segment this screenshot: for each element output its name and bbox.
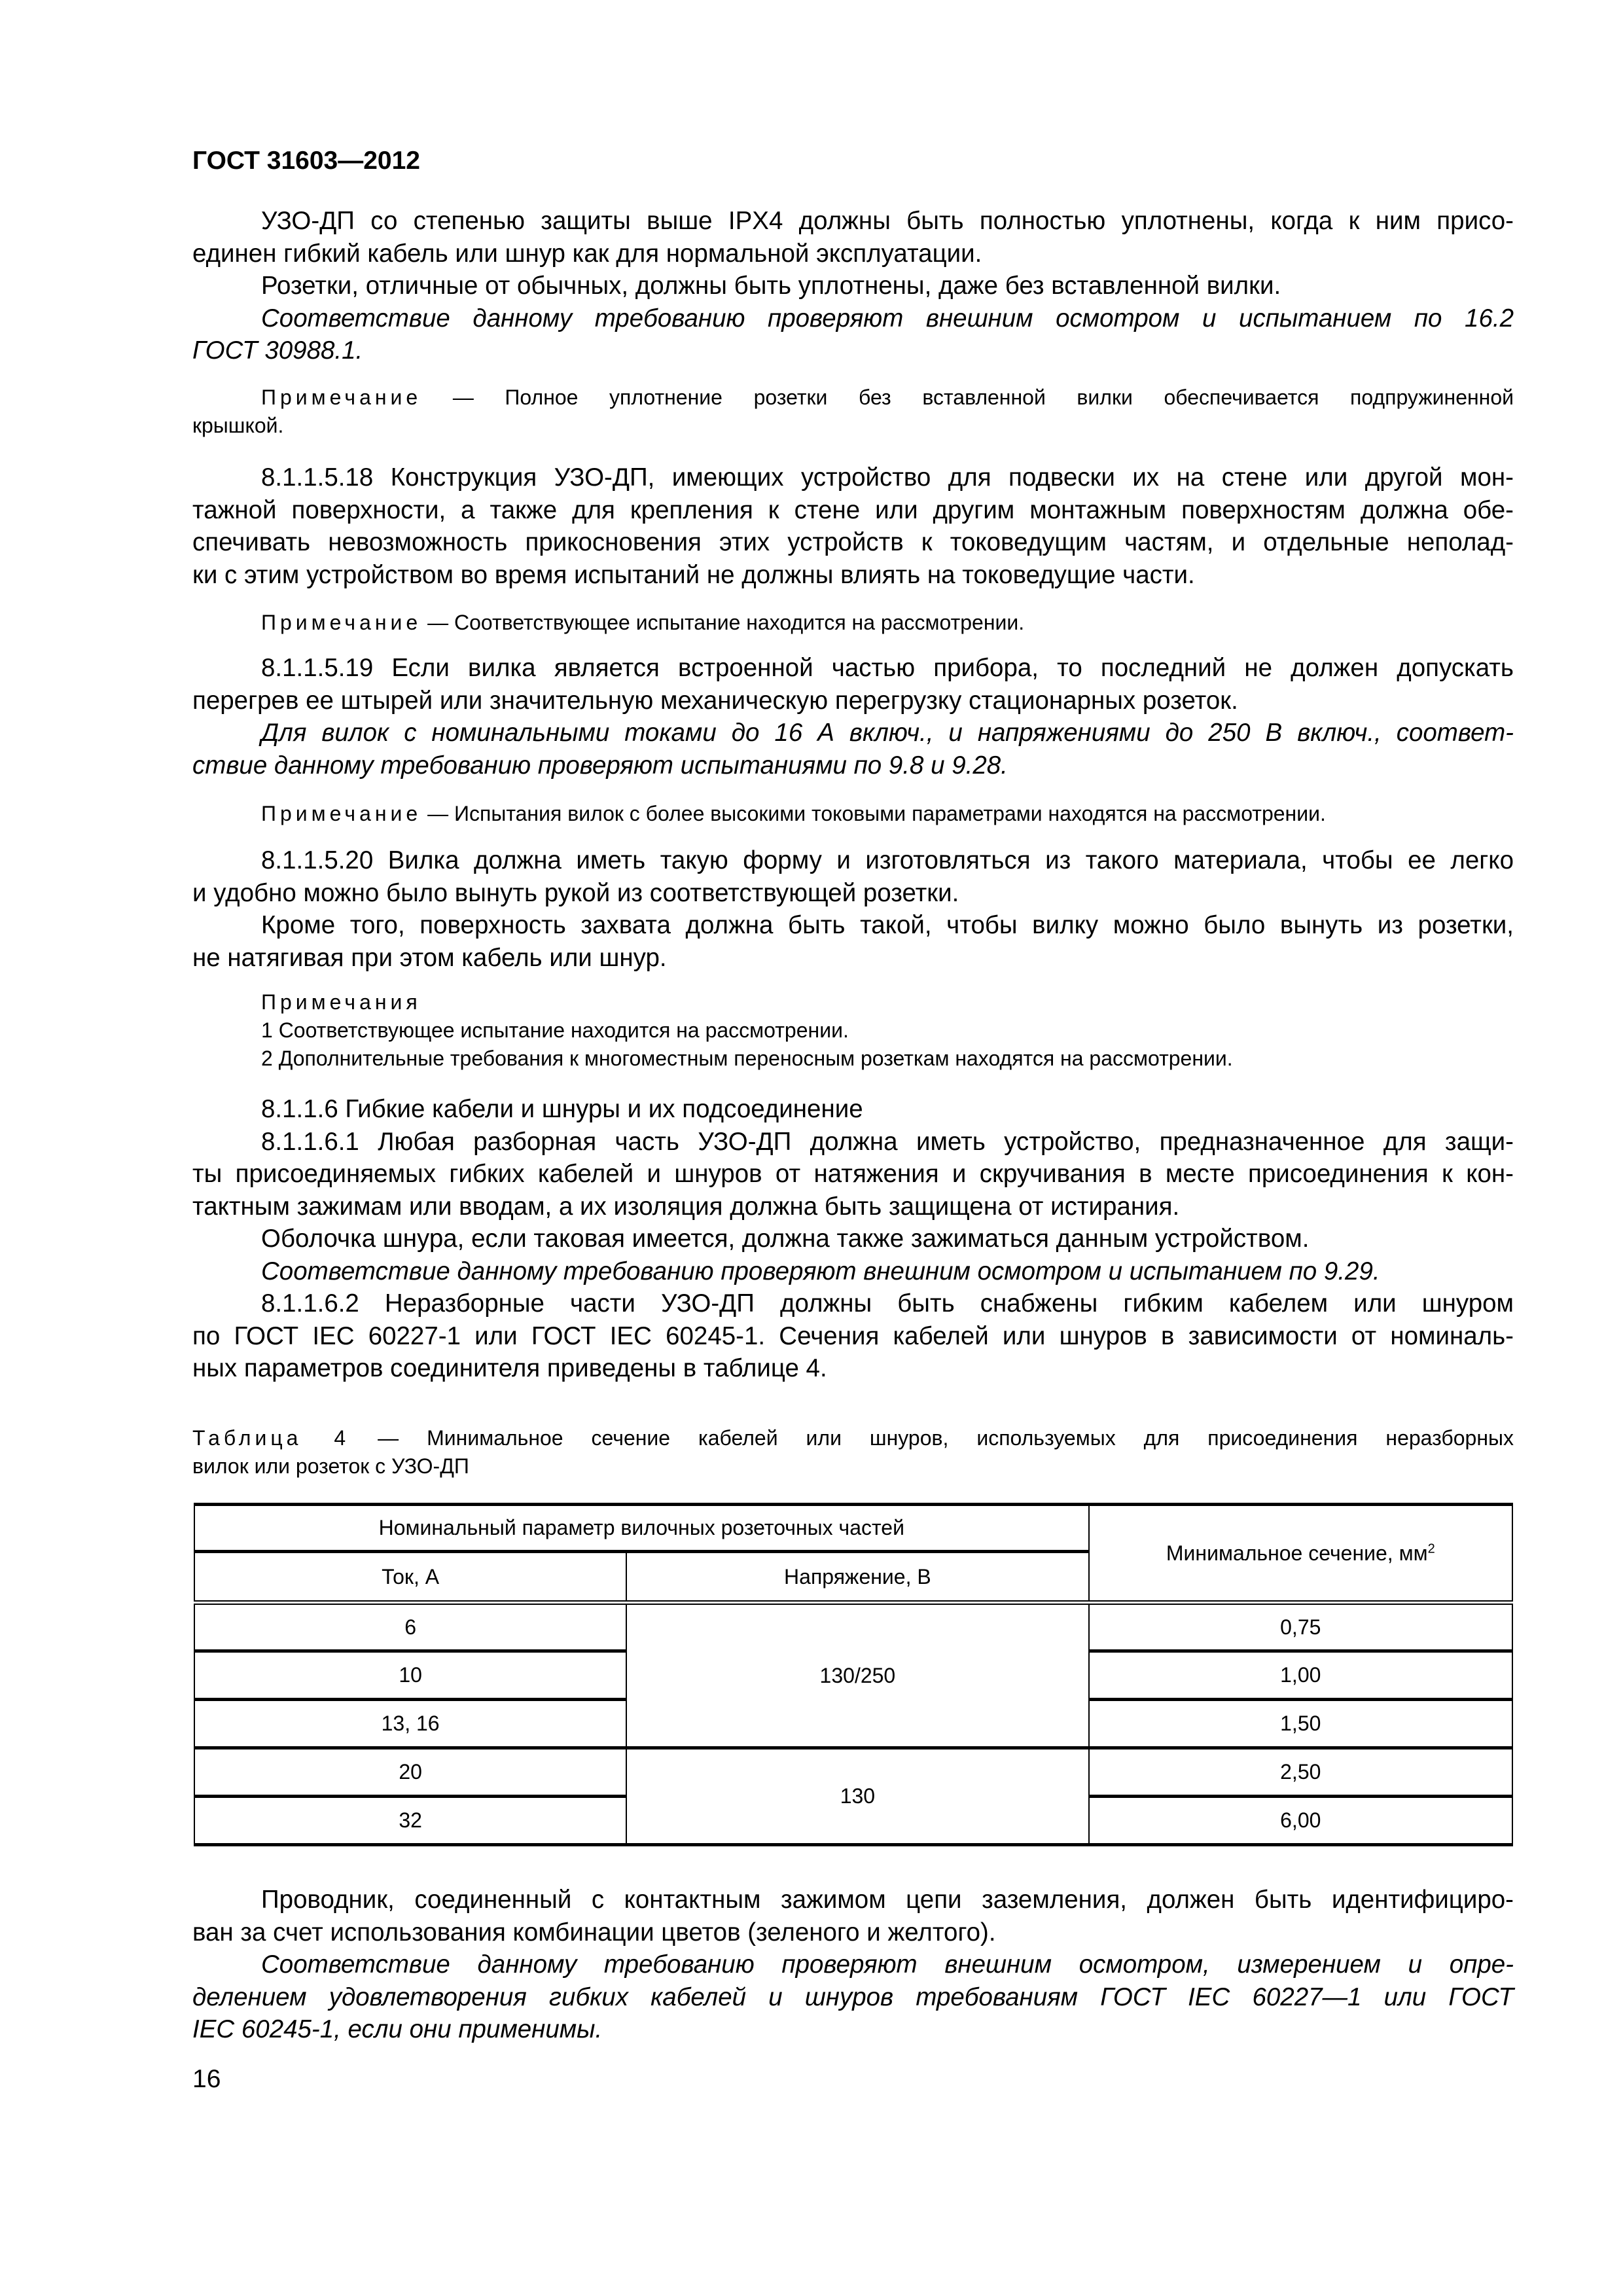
paragraph-ipx4 — [192, 205, 1514, 367]
table-row: 10 1,00 — [194, 1651, 1512, 1700]
text-line: делением удовлетворения гибких кабелей и шнуров требованиям ГОСТ IEC 60227—1 или ГОСТ — [192, 1982, 1514, 2011]
text-line: ван за счет использования комбинации цветов (зеленого и желтого). — [192, 1918, 996, 1946]
notes-4 — [192, 988, 1514, 1073]
text-line: 8.1.1.6.1 Любая разборная часть УЗО-ДП должна иметь устройство, предназначенное для защи- — [261, 1127, 1514, 1156]
table-header-current: Ток, А — [194, 1552, 626, 1603]
text-line: перегрев ее штырей или значительную механическую перегрузку стационарных розеток. — [192, 686, 1238, 715]
note-item: 1 Соответствующее испытание находится на рассмотрении. — [261, 1018, 849, 1042]
text-line: и удобно можно было вынуть рукой из соответствующей розетки. — [192, 878, 959, 907]
page-number: 16 — [192, 2065, 221, 2093]
table-caption-text: вилок или розеток с УЗО-ДП — [192, 1454, 469, 1478]
text-line: Соответствие данному требованию проверяют внешним осмотром и испытанием по 9.29. — [261, 1257, 1380, 1285]
table-4 — [194, 1503, 1513, 1846]
text-line: Соответствие данному требованию проверяют внешним осмотром, измерением и опре- — [261, 1950, 1514, 1979]
clause-8-1-1-6 — [192, 1093, 1514, 1385]
text-line: Кроме того, поверхность захвата должна быть такой, чтобы вилку можно было вынуть из розетки, — [261, 911, 1514, 939]
note-label: Примечание — [261, 802, 422, 825]
text-line: Проводник, соединенный с контактным зажимом цепи заземления, должен быть идентифициро- — [261, 1886, 1514, 1914]
clause-heading: 8.1.1.6 Гибкие кабели и шнуры и их подсоединение — [261, 1095, 863, 1123]
text-line: Оболочка шнура, если таковая имеется, должна также зажиматься данным устройством. — [261, 1225, 1310, 1253]
text-line: ки с этим устройством во время испытаний не должны влиять на токоведущие части. — [192, 560, 1195, 589]
text-line: ствие данному требованию проверяют испытаниями по 9.8 и 9.28. — [192, 751, 1008, 780]
table-caption-text: — Минимальное сечение кабелей или шнуров, используемых для присоединения неразборных — [349, 1426, 1514, 1450]
text-line: ных параметров соединителя приведены в таблице 4. — [192, 1354, 827, 1382]
note-item: 2 Дополнительные требования к многоместным переносным розеткам находятся на рассмотрении. — [261, 1047, 1233, 1070]
note-text: — Полное уплотнение розетки без вставленной вилки обеспечивается подпружиненной — [421, 386, 1514, 409]
text-line: по ГОСТ IEC 60227-1 или ГОСТ IEC 60245-1. Сечения кабелей или шнуров в зависимости от номиналь- — [192, 1321, 1514, 1350]
note-text: крышкой. — [192, 414, 284, 437]
text-line: единен гибкий кабель или шнур как для нормальной эксплуатации. — [192, 239, 982, 268]
text-line: спечивать невозможность прикосновения этих устройств к токоведущим частям, и отдельные неполад- — [192, 528, 1514, 556]
clause-8-1-1-5-18 — [192, 461, 1514, 591]
text-line: IEC 60245-1, если они применимы. — [192, 2015, 603, 2043]
clause-8-1-1-5-19 — [192, 652, 1514, 781]
note-1 — [192, 384, 1514, 440]
text-line: 8.1.1.5.20 Вилка должна иметь такую форму и изготовляться из такого материала, чтобы ее легко — [261, 846, 1514, 874]
table-row: 6 130/250 0,75 — [194, 1603, 1512, 1651]
document-id-header: ГОСТ 31603—2012 — [192, 147, 420, 175]
table-header-section: Минимальное сечение, $мм^2$ — [1089, 1505, 1512, 1603]
table-caption-label: Таблица 4 — [192, 1426, 350, 1450]
note-label: Примечание — [261, 386, 422, 409]
text-line: тажной поверхности, а также для крепления к стене или другим монтажным поверхностям должна обе- — [192, 495, 1514, 524]
text-line: 8.1.1.5.19 Если вилка является встроенной частью прибора, то последний не должен допускать — [261, 654, 1514, 682]
table-header-group: Номинальный параметр вилочных розеточных частей — [194, 1505, 1089, 1552]
notes-label: Примечания — [261, 990, 421, 1014]
text-line: не натягивая при этом кабель или шнур. — [192, 943, 667, 972]
note-label: Примечание — [261, 611, 422, 634]
paragraph-grounding — [192, 1884, 1514, 2046]
text-line: Для вилок с номинальными токами до 16 А включ., и напряжениями до 250 В включ., соответ- — [261, 719, 1514, 747]
text-line: 8.1.1.6.2 Неразборные части УЗО-ДП должны быть снабжены гибким кабелем или шнуром — [261, 1289, 1514, 1318]
text-line: Розетки, отличные от обычных, должны быть уплотнены, даже без вставленной вилки. — [261, 272, 1281, 300]
note-text: — Соответствующее испытание находится на рассмотрении. — [421, 611, 1025, 634]
table-row: 32 6,00 — [194, 1797, 1512, 1845]
table-4-caption — [192, 1424, 1514, 1480]
note-text: — Испытания вилок с более высокими токовыми параметрами находятся на рассмотрении. — [421, 802, 1326, 825]
text-line: ГОСТ 30988.1. — [192, 336, 363, 365]
note-2 — [192, 609, 1514, 637]
text-line: ты присоединяемых гибких кабелей и шнуров от натяжения и скручивания в месте присоединения к кон- — [192, 1160, 1514, 1188]
table-row: 13, 16 1,50 — [194, 1700, 1512, 1748]
clause-8-1-1-5-20 — [192, 844, 1514, 974]
note-3 — [192, 800, 1514, 828]
text-line: тактным зажимам или вводам, а их изоляция должна быть защищена от истирания. — [192, 1192, 1180, 1221]
table-header-voltage: Напряжение, В — [626, 1552, 1088, 1603]
text-line: 8.1.1.5.18 Конструкция УЗО-ДП, имеющих устройство для подвески их на стене или другой мон- — [261, 463, 1514, 492]
text-line: Соответствие данному требованию проверяют внешним осмотром и испытанием по 16.2 — [261, 304, 1514, 332]
table-row: 20 130 2,50 — [194, 1748, 1512, 1797]
text-line: УЗО-ДП со степенью защиты выше IPX4 должны быть полностью уплотнены, когда к ним присо- — [261, 207, 1514, 235]
